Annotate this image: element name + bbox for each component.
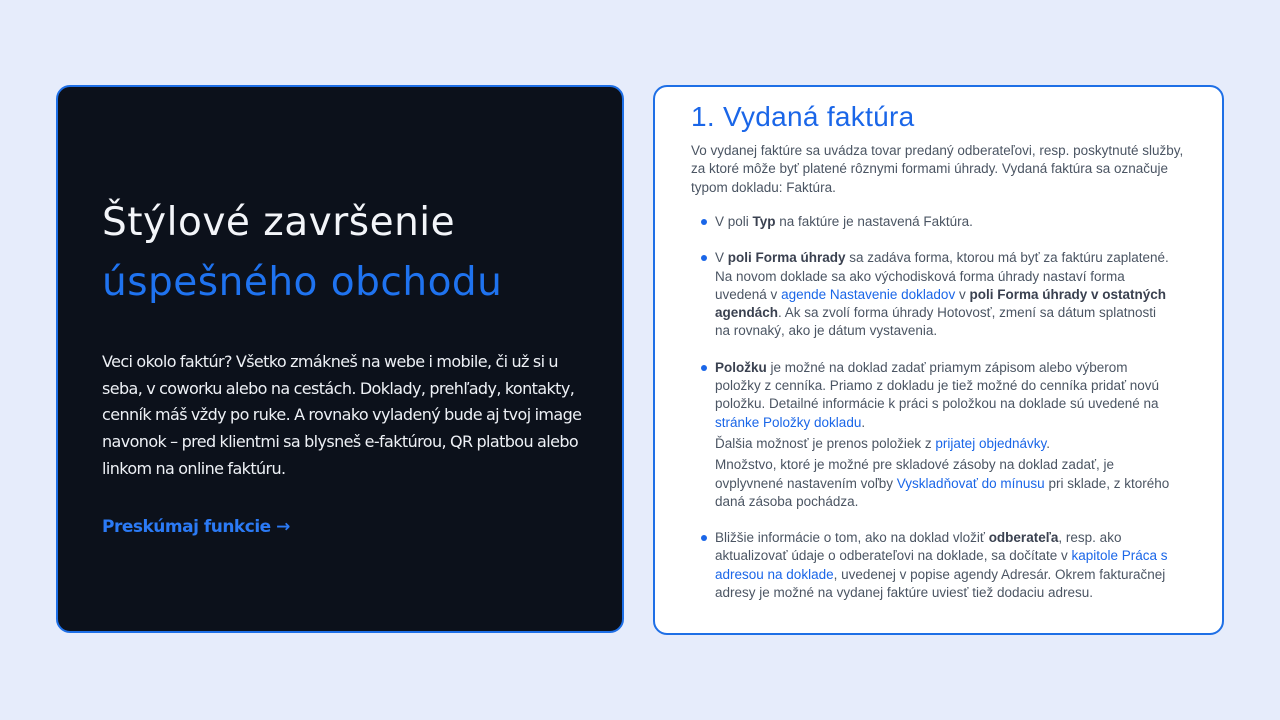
term-polozku: Položku — [715, 359, 767, 375]
list-item-text — [715, 213, 1171, 231]
text-span: Ďalšia možnosť je prenos položiek z — [715, 435, 936, 451]
text-span: , resp. ako aktualizovať údaje o odberateľovi na doklade, sa dočítate v — [715, 530, 1122, 564]
field-name-typ: Typ — [752, 214, 776, 229]
text-span: , uvedenej v popise agendy Adresár. Okrem fakturačnej adresy je možné na vydanej faktúre uviesť tiež dodaciu adresu. — [715, 566, 1166, 601]
link-kapitola-praca-s-adresou[interactable]: kapitole Práca s adresou na doklade — [715, 548, 1168, 582]
explore-features-label: Preskúmaj funkcie — [102, 517, 271, 537]
promo-heading — [102, 193, 502, 313]
document-intro: Vo vydanej faktúre sa uvádza tovar predaný odberateľovi, resp. poskytnuté služby, za ktoré môže byť platené rôznymi formami úhrady. Vydaná faktúra sa označuje typom dokladu: Faktúra. — [691, 143, 1184, 195]
explore-features-link[interactable] — [102, 517, 290, 537]
text-span: . — [1046, 435, 1051, 451]
text-span: na faktúre je nastavená Faktúra. — [775, 214, 973, 229]
text-span: sa zadáva forma, ktorou má byť za faktúru zaplatené. Na novom doklade sa ako východisková forma úhrady nastaví forma uvedená v — [715, 250, 1169, 302]
document-bullet-list — [701, 213, 1171, 602]
text-span: pri sklade, z ktorého daná zásoba pochádza. — [715, 475, 1170, 509]
document-card — [653, 85, 1224, 635]
list-item-text — [715, 456, 1171, 511]
list-item-text — [715, 435, 1171, 453]
promo-heading-line1: Štýlové završenie — [102, 200, 456, 245]
list-item-text — [715, 249, 1171, 340]
text-span: . — [861, 414, 866, 430]
link-prijata-objednavka[interactable]: prijatej objednávky — [935, 435, 1047, 451]
list-item-text — [715, 529, 1171, 602]
text-span: v — [955, 286, 970, 302]
field-name-forma-uhrady: poli Forma úhrady — [727, 250, 846, 266]
text-span: . Ak sa zvolí forma úhrady Hotovosť, zmení sa dátum splatnosti na rovnaký, ako je dátum vystavenia. — [715, 305, 1157, 339]
text-span: V — [715, 250, 728, 266]
promo-description: Veci okolo faktúr? Všetko zmákneš na webe i mobile, či už si u seba, v coworku alebo na cestách. Doklady, prehľady, kontakty, cenník máš vždy po ruke. A rovnako vyladený bude aj tvoj image navonok – pred klientmi sa blysneš e-faktúrou, QR platbou alebo linkom na online faktúru. — [102, 352, 582, 478]
arrow-right-icon: → — [276, 517, 290, 537]
bullet-dot-icon — [701, 535, 707, 541]
list-item — [701, 529, 1171, 602]
term-odberatela: odberateľa — [988, 530, 1059, 546]
list-item — [701, 249, 1171, 340]
text-span: V poli — [715, 214, 753, 229]
link-agenda-nastavenie-dokladov[interactable]: agende Nastavenie dokladov — [781, 286, 956, 302]
document-title: 1. Vydaná faktúra — [691, 101, 915, 132]
text-span: Množstvo, ktoré je možné pre skladové zásoby na doklad zadať, je ovplyvnené nastavením voľby — [715, 457, 1115, 491]
bullet-dot-icon — [701, 219, 707, 225]
list-item-text — [715, 359, 1171, 432]
text-span: Bližšie informácie o tom, ako na doklad vložiť — [715, 530, 989, 546]
link-vyskladnovat-do-minusu[interactable]: Vyskladňovať do mínusu — [896, 475, 1045, 491]
bullet-dot-icon — [701, 255, 707, 261]
promo-heading-line2: úspešného obchodu — [102, 260, 503, 305]
list-item — [701, 213, 1171, 231]
promo-card — [56, 85, 624, 633]
list-item — [701, 359, 1171, 511]
field-name-forma-uhrady-ostatne: poli Forma úhrady v ostatných agendách — [715, 286, 1167, 321]
bullet-dot-icon — [701, 365, 707, 371]
link-stranka-polozky-dokladu[interactable]: stránke Položky dokladu — [715, 414, 862, 430]
text-span: je možné na doklad zadať priamym zápisom alebo výberom položky z cenníka. Priamo z dokladu je tiež možné do cenníka pridať novú položku. Detailné informácie k práci s položkou na doklade sú uvedené na — [715, 359, 1160, 412]
